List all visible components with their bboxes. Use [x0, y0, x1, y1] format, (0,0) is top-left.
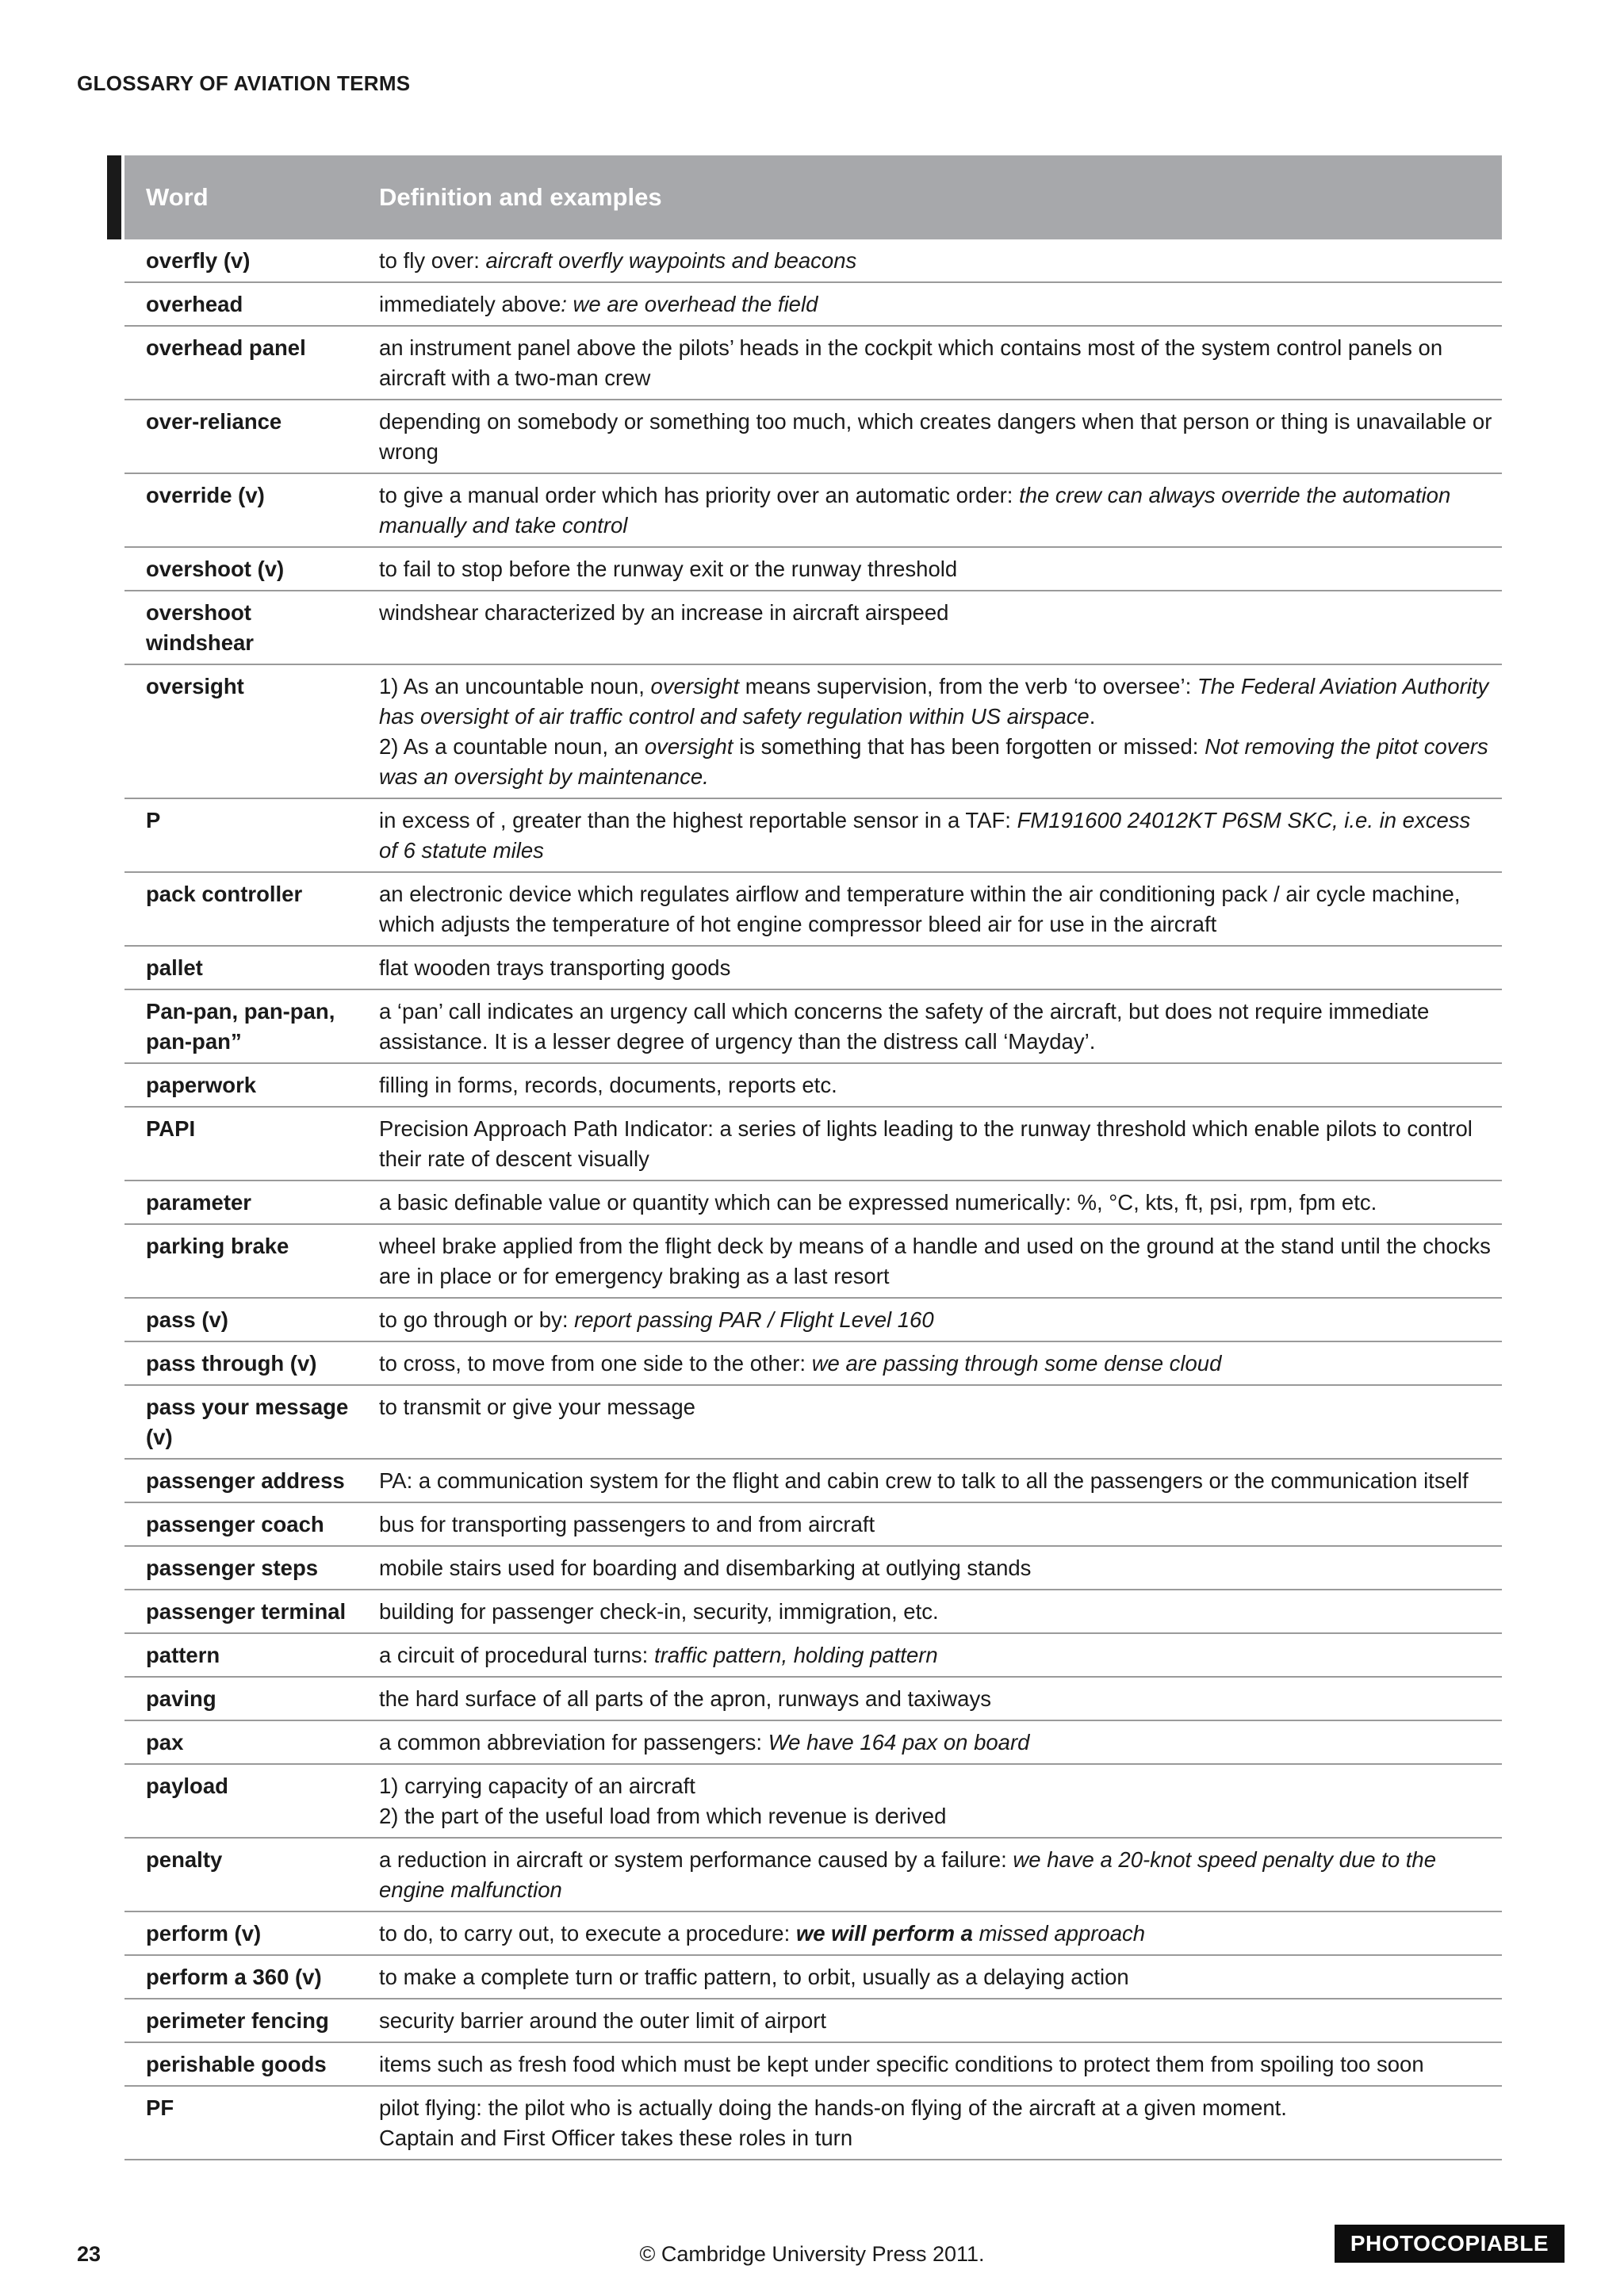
definition-example: : we are overhead the field: [561, 292, 818, 316]
glossary-definition: [360, 1224, 1502, 1298]
definition-text: Captain and First Officer takes these roles in turn: [379, 2126, 853, 2150]
glossary-term: over-reliance: [124, 400, 360, 473]
definition-text: a common abbreviation for passengers:: [379, 1730, 768, 1755]
glossary-term: perform (v): [124, 1911, 360, 1955]
glossary-definition: [360, 1341, 1502, 1385]
glossary-definition: [360, 239, 1502, 282]
definition-text: PA: a communication system for the flight and cabin crew to talk to all the passengers or the communication itself: [379, 1468, 1469, 1493]
header-row: [124, 155, 1502, 239]
column-header-word: Word: [124, 155, 360, 239]
definition-text: 2) the part of the useful load from which revenue is derived: [379, 1804, 947, 1828]
glossary-definition: [360, 798, 1502, 872]
table-row: [124, 2086, 1502, 2160]
table-row: [124, 798, 1502, 872]
definition-text: bus for transporting passengers to and from aircraft: [379, 1512, 875, 1536]
table-row: [124, 946, 1502, 989]
glossary-definition: [360, 473, 1502, 547]
definition-text: means supervision, from the verb ‘to oversee’:: [739, 674, 1197, 698]
definition-text: is something that has been forgotten or missed:: [733, 734, 1205, 759]
glossary-definition: [360, 664, 1502, 798]
table-row: [124, 664, 1502, 798]
definition-example: The Federal Aviation Authority has oversight of air traffic control and safety regulation within US airspace: [379, 674, 1489, 729]
definition-text: 1) As an uncountable noun,: [379, 674, 651, 698]
glossary-term: pax: [124, 1720, 360, 1764]
table-row: [124, 1063, 1502, 1107]
column-header-definition: Definition and examples: [360, 155, 1502, 239]
table-row: [124, 1677, 1502, 1720]
glossary-term: perimeter fencing: [124, 1999, 360, 2042]
glossary-term: pattern: [124, 1633, 360, 1677]
glossary-term: overshoot (v): [124, 547, 360, 591]
table-row: [124, 282, 1502, 326]
glossary-term: parking brake: [124, 1224, 360, 1298]
definition-text: security barrier around the outer limit of airport: [379, 2008, 826, 2033]
glossary-term: perform a 360 (v): [124, 1955, 360, 1999]
glossary-term: overfly (v): [124, 239, 360, 282]
definition-text: 1) carrying capacity of an aircraft: [379, 1774, 695, 1798]
table-row: [124, 1502, 1502, 1546]
glossary-definition: [360, 1459, 1502, 1502]
page-header: GLOSSARY OF AVIATION TERMS: [77, 71, 411, 95]
table-row: [124, 1955, 1502, 1999]
definition-text: in excess of , greater than the highest reportable sensor in a TAF:: [379, 808, 1017, 832]
definition-example: missed approach: [972, 1921, 1146, 1946]
table-row: [124, 872, 1502, 946]
glossary-term: pallet: [124, 946, 360, 989]
definition-text: to fly over:: [379, 248, 486, 273]
definition-example: oversight: [644, 734, 733, 759]
glossary-term: PF: [124, 2086, 360, 2160]
glossary-term: override (v): [124, 473, 360, 547]
table-row: [124, 2042, 1502, 2086]
table-row: [124, 400, 1502, 473]
glossary-definition: [360, 591, 1502, 664]
definition-text: to cross, to move from one side to the other:: [379, 1351, 812, 1376]
photocopiable-badge: PHOTOCOPIABLE: [1335, 2225, 1565, 2263]
glossary-term: payload: [124, 1764, 360, 1838]
glossary-term: overshoot windshear: [124, 591, 360, 664]
page-number: 23: [77, 2242, 102, 2266]
glossary-definition: [360, 1720, 1502, 1764]
definition-text: an electronic device which regulates airflow and temperature within the air conditioning pack / air cycle machine, which adjusts the temperature of hot engine compressor bleed air for use in the aircraft: [379, 882, 1461, 936]
glossary-term: penalty: [124, 1838, 360, 1911]
definition-example: aircraft overfly waypoints and beacons: [485, 248, 857, 273]
glossary-term: oversight: [124, 664, 360, 798]
glossary-term: paperwork: [124, 1063, 360, 1107]
glossary-definition: [360, 1838, 1502, 1911]
glossary-term: pack controller: [124, 872, 360, 946]
table-row: [124, 1911, 1502, 1955]
table-row: [124, 1838, 1502, 1911]
glossary-definition: [360, 1590, 1502, 1633]
definition-example: we will perform a: [795, 1921, 973, 1946]
definition-text: flat wooden trays transporting goods: [379, 955, 731, 980]
definition-text: Precision Approach Path Indicator: a series of lights leading to the runway threshold which enable pilots to control their rate of descent visually: [379, 1116, 1473, 1171]
definition-text: immediately above: [379, 292, 561, 316]
glossary-definition: [360, 326, 1502, 400]
glossary-definition: [360, 1298, 1502, 1341]
glossary-definition: [360, 1546, 1502, 1590]
definition-text: items such as fresh food which must be kept under specific conditions to protect them from spoiling too soon: [379, 2052, 1424, 2076]
table-header: [124, 155, 1502, 239]
glossary-definition: [360, 1677, 1502, 1720]
glossary-definition: [360, 946, 1502, 989]
definition-text: a ‘pan’ call indicates an urgency call which concerns the safety of the aircraft, but does not require immediate assistance. It is a lesser degree of urgency than the distress call ‘Mayday’.: [379, 999, 1430, 1054]
glossary-definition: [360, 282, 1502, 326]
glossary-definition: [360, 2042, 1502, 2086]
glossary-term: passenger address: [124, 1459, 360, 1502]
glossary-term: passenger terminal: [124, 1590, 360, 1633]
definition-text: a reduction in aircraft or system performance caused by a failure:: [379, 1847, 1013, 1872]
glossary-definition: [360, 1911, 1502, 1955]
table-row: [124, 1633, 1502, 1677]
table-row: [124, 547, 1502, 591]
glossary-definition: [360, 872, 1502, 946]
table-row: [124, 1459, 1502, 1502]
table-row: [124, 1546, 1502, 1590]
glossary-definition: [360, 2086, 1502, 2160]
definition-text: depending on somebody or something too much, which creates dangers when that person or thing is unavailable or wrong: [379, 409, 1492, 464]
definition-example: oversight: [650, 674, 740, 698]
definition-text: windshear characterized by an increase in aircraft airspeed: [379, 600, 949, 625]
definition-text: to make a complete turn or traffic pattern, to orbit, usually as a delaying action: [379, 1965, 1129, 1989]
table-row: [124, 1107, 1502, 1181]
glossary-term: P: [124, 798, 360, 872]
table-row: [124, 326, 1502, 400]
glossary-body: [124, 239, 1502, 2160]
glossary-definition: [360, 1502, 1502, 1546]
definition-text: to go through or by:: [379, 1307, 575, 1332]
table-row: [124, 1999, 1502, 2042]
glossary-term: pass through (v): [124, 1341, 360, 1385]
glossary-definition: [360, 1999, 1502, 2042]
glossary-term: pass (v): [124, 1298, 360, 1341]
definition-text: 2) As a countable noun, an: [379, 734, 645, 759]
definition-text: a circuit of procedural turns:: [379, 1643, 654, 1667]
copyright-notice: © Cambridge University Press 2011.: [639, 2242, 985, 2266]
definition-text: to transmit or give your message: [379, 1395, 695, 1419]
definition-example: traffic pattern, holding pattern: [653, 1643, 938, 1667]
table-row: [124, 1764, 1502, 1838]
glossary-term: passenger steps: [124, 1546, 360, 1590]
glossary-definition: [360, 400, 1502, 473]
definition-text: a basic definable value or quantity which can be expressed numerically: %, °C, kts, ft, psi, rpm, fpm etc.: [379, 1190, 1377, 1215]
glossary-term: PAPI: [124, 1107, 360, 1181]
glossary-definition: [360, 1385, 1502, 1459]
definition-text: mobile stairs used for boarding and disembarking at outlying stands: [379, 1556, 1032, 1580]
definition-text: .: [1089, 704, 1096, 729]
glossary-definition: [360, 547, 1502, 591]
definition-text: to give a manual order which has priority over an automatic order:: [379, 483, 1020, 507]
table-row: [124, 1720, 1502, 1764]
definition-text: building for passenger check-in, security, immigration, etc.: [379, 1599, 939, 1624]
definition-example: We have 164 pax on board: [768, 1730, 1030, 1755]
glossary-term: Pan-pan, pan-pan, pan-pan”: [124, 989, 360, 1063]
table-row: [124, 1341, 1502, 1385]
header-accent-bar: [107, 155, 121, 239]
definition-example: Not removing the pitot covers was an oversight by maintenance.: [379, 734, 1488, 789]
glossary-definition: [360, 989, 1502, 1063]
glossary-term: overhead panel: [124, 326, 360, 400]
definition-text: to do, to carry out, to execute a procedure:: [379, 1921, 796, 1946]
glossary-definition: [360, 1107, 1502, 1181]
definition-example: report passing PAR / Flight Level 160: [574, 1307, 934, 1332]
glossary-term: overhead: [124, 282, 360, 326]
table-row: [124, 1224, 1502, 1298]
definition-text: pilot flying: the pilot who is actually doing the hands-on flying of the aircraft at a given moment.: [379, 2095, 1287, 2120]
table-row: [124, 473, 1502, 547]
glossary-table: [124, 155, 1502, 2160]
glossary-term: paving: [124, 1677, 360, 1720]
definition-text: filling in forms, records, documents, reports etc.: [379, 1073, 837, 1097]
table-row: [124, 1181, 1502, 1224]
glossary-definition: [360, 1181, 1502, 1224]
table-row: [124, 1385, 1502, 1459]
definition-text: an instrument panel above the pilots’ heads in the cockpit which contains most of the system control panels on aircraft with a two-man crew: [379, 335, 1443, 390]
glossary-term: parameter: [124, 1181, 360, 1224]
definition-text: the hard surface of all parts of the apron, runways and taxiways: [379, 1686, 991, 1711]
glossary-definition: [360, 1063, 1502, 1107]
definition-example: the crew can always override the automation manually and take control: [379, 483, 1451, 538]
definition-text: to fail to stop before the runway exit or the runway threshold: [379, 557, 958, 581]
table-row: [124, 239, 1502, 282]
definition-text: wheel brake applied from the flight deck by means of a handle and used on the ground at the stand until the chocks are in place or for emergency braking as a last resort: [379, 1234, 1491, 1288]
glossary-term: pass your message (v): [124, 1385, 360, 1459]
definition-example: we are passing through some dense cloud: [811, 1351, 1222, 1376]
table-row: [124, 989, 1502, 1063]
table-row: [124, 591, 1502, 664]
definition-example: we have a 20-knot speed penalty due to the engine malfunction: [379, 1847, 1436, 1902]
glossary-term: perishable goods: [124, 2042, 360, 2086]
table-row: [124, 1298, 1502, 1341]
glossary-definition: [360, 1633, 1502, 1677]
table-row: [124, 1590, 1502, 1633]
definition-example: FM191600 24012KT P6SM SKC, i.e. in excess of 6 statute miles: [379, 808, 1471, 863]
glossary-term: passenger coach: [124, 1502, 360, 1546]
glossary-definition: [360, 1955, 1502, 1999]
glossary-definition: [360, 1764, 1502, 1838]
